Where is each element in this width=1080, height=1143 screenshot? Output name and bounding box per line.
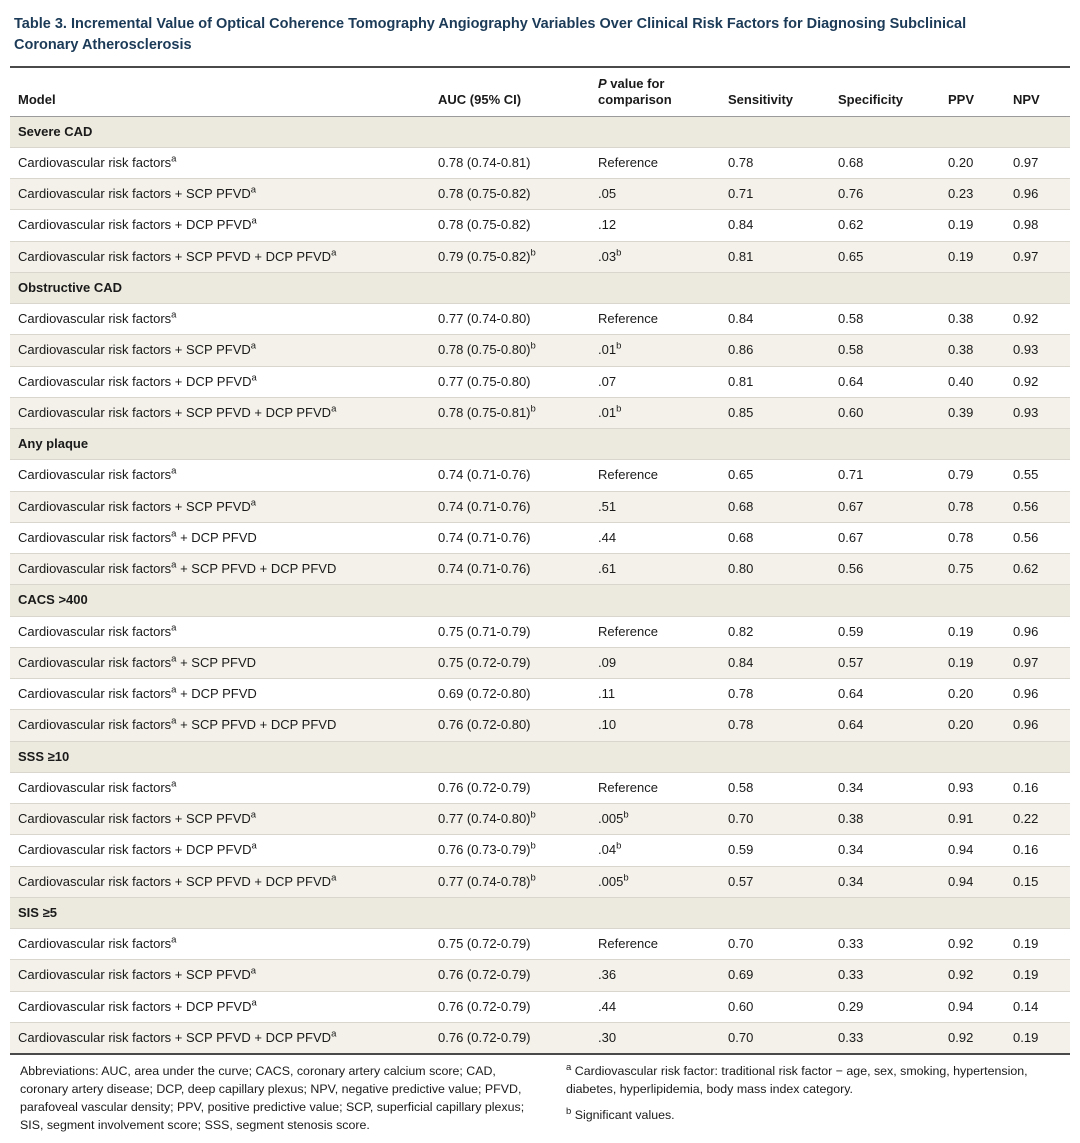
cell-ppv: 0.94	[940, 991, 1005, 1022]
cell-model: Cardiovascular risk factors + DCP PFVD$^a$	[10, 366, 430, 397]
cell-specificity: 0.29	[830, 991, 940, 1022]
cell-auc: 0.69 (0.72-0.80)	[430, 679, 590, 710]
cell-ppv: 0.40	[940, 366, 1005, 397]
cell-ppv: 0.38	[940, 304, 1005, 335]
cell-npv: 0.98	[1005, 210, 1070, 241]
cell-auc: 0.77 (0.75-0.80)	[430, 366, 590, 397]
cell-ppv: 0.75	[940, 554, 1005, 585]
cell-auc: 0.79 $(0.75-0.82)^b$	[430, 241, 590, 272]
cell-auc: 0.77 $(0.74-0.80)^b$	[430, 804, 590, 835]
table-row	[10, 210, 1070, 241]
cell-sensitivity: 0.70	[720, 929, 830, 960]
cell-specificity: 0.33	[830, 929, 940, 960]
footnotes	[20, 1055, 1080, 1143]
cell-sensitivity: 0.78	[720, 679, 830, 710]
cell-model: Cardiovascular risk factors + DCP PFVD$^a$	[10, 991, 430, 1022]
table-row	[10, 804, 1070, 835]
table-title: Table 3. Incremental Value of Optical Coherence Tomography Angiography Variables Over Clinical Risk Factors for Diagnosing Subclinical Coronary Atherosclerosis	[14, 16, 967, 54]
column-header-specificity: Specificity	[830, 67, 940, 116]
cell-npv: 0.19	[1005, 1022, 1070, 1054]
cell-ppv: 0.19	[940, 647, 1005, 678]
header-row	[10, 67, 1070, 116]
cell-ppv: 0.19	[940, 210, 1005, 241]
cell-model: Cardiovascular risk factors$^a$ + DCP PFVD	[10, 522, 430, 553]
cell-ppv: 0.23	[940, 179, 1005, 210]
group-row	[10, 272, 1070, 303]
cell-model: Cardiovascular risk factors + SCP PFVD + DCP PFVD$^a$	[10, 397, 430, 428]
cell-specificity: 0.67	[830, 491, 940, 522]
cell-auc: 0.74 (0.71-0.76)	[430, 460, 590, 491]
footnote-b-mark: b	[566, 1105, 572, 1117]
table-row	[10, 304, 1070, 335]
cell-pvalue: Reference	[590, 772, 720, 803]
cell-specificity: 0.34	[830, 835, 940, 866]
cell-specificity: 0.62	[830, 210, 940, 241]
cell-model: Cardiovascular risk factors + SCP PFVD$^a$	[10, 960, 430, 991]
cell-model: Cardiovascular risk factors$^a$	[10, 929, 430, 960]
cell-sensitivity: 0.59	[720, 835, 830, 866]
cell-auc: 0.76 $(0.73-0.79)^b$	[430, 835, 590, 866]
cell-specificity: 0.65	[830, 241, 940, 272]
cell-npv: 0.97	[1005, 647, 1070, 678]
cell-ppv: 0.78	[940, 491, 1005, 522]
cell-npv: 0.96	[1005, 679, 1070, 710]
cell-specificity: 0.58	[830, 304, 940, 335]
column-header-pvalue: P value for comparison	[590, 67, 720, 116]
cell-sensitivity: 0.58	[720, 772, 830, 803]
cell-pvalue: .61	[590, 554, 720, 585]
cell-pvalue: .07	[590, 366, 720, 397]
cell-npv: 0.96	[1005, 710, 1070, 741]
cell-model: Cardiovascular risk factors + SCP PFVD$^a$	[10, 804, 430, 835]
cell-pvalue: .05	[590, 179, 720, 210]
column-header-sensitivity: Sensitivity	[720, 67, 830, 116]
cell-npv: 0.97	[1005, 147, 1070, 178]
cell-npv: 0.22	[1005, 804, 1070, 835]
cell-ppv: 0.92	[940, 1022, 1005, 1054]
cell-pvalue: .01$^b$	[590, 335, 720, 366]
cell-model: Cardiovascular risk factors$^a$ + DCP PFVD	[10, 679, 430, 710]
table-row	[10, 835, 1070, 866]
cell-specificity: 0.34	[830, 772, 940, 803]
table-header	[10, 67, 1070, 116]
cell-model: Cardiovascular risk factors$^a$	[10, 460, 430, 491]
cell-sensitivity: 0.70	[720, 1022, 830, 1054]
cell-auc: 0.76 (0.72-0.80)	[430, 710, 590, 741]
cell-auc: 0.74 (0.71-0.76)	[430, 554, 590, 585]
cell-specificity: 0.34	[830, 866, 940, 897]
cell-pvalue: Reference	[590, 929, 720, 960]
cell-specificity: 0.33	[830, 960, 940, 991]
column-header-model: Model	[10, 67, 430, 116]
table-row	[10, 960, 1070, 991]
cell-pvalue: Reference	[590, 147, 720, 178]
cell-auc: 0.76 (0.72-0.79)	[430, 772, 590, 803]
table-row	[10, 522, 1070, 553]
cell-pvalue: .01$^b$	[590, 397, 720, 428]
cell-npv: 0.93	[1005, 335, 1070, 366]
cell-ppv: 0.94	[940, 866, 1005, 897]
cell-model: Cardiovascular risk factors + SCP PFVD$^a$	[10, 179, 430, 210]
footnote-notes-column	[566, 1063, 1066, 1143]
cell-npv: 0.93	[1005, 397, 1070, 428]
cell-specificity: 0.56	[830, 554, 940, 585]
column-header-ppv: PPV	[940, 67, 1005, 116]
cell-sensitivity: 0.71	[720, 179, 830, 210]
cell-auc: 0.78 (0.74-0.81)	[430, 147, 590, 178]
cell-ppv: 0.92	[940, 960, 1005, 991]
cell-pvalue: .04$^b$	[590, 835, 720, 866]
cell-specificity: 0.33	[830, 1022, 940, 1054]
group-row	[10, 741, 1070, 772]
cell-sensitivity: 0.65	[720, 460, 830, 491]
table-row	[10, 679, 1070, 710]
cell-ppv: 0.93	[940, 772, 1005, 803]
cell-pvalue: .005$^b$	[590, 866, 720, 897]
table-row	[10, 1022, 1070, 1054]
cell-sensitivity: 0.84	[720, 210, 830, 241]
cell-pvalue: .44	[590, 991, 720, 1022]
cell-auc: 0.78 (0.75-0.82)	[430, 179, 590, 210]
table-row	[10, 147, 1070, 178]
cell-model: Cardiovascular risk factors$^a$	[10, 772, 430, 803]
cell-sensitivity: 0.68	[720, 491, 830, 522]
table-row	[10, 710, 1070, 741]
cell-pvalue: .10	[590, 710, 720, 741]
group-label: Obstructive CAD	[10, 272, 1070, 303]
cell-auc: 0.77 $(0.74-0.78)^b$	[430, 866, 590, 897]
table-row	[10, 460, 1070, 491]
column-header-auc: AUC (95% CI)	[430, 67, 590, 116]
table-row	[10, 179, 1070, 210]
cell-sensitivity: 0.81	[720, 241, 830, 272]
cell-auc: 0.75 (0.72-0.79)	[430, 929, 590, 960]
cell-specificity: 0.64	[830, 679, 940, 710]
cell-auc: 0.76 (0.72-0.79)	[430, 991, 590, 1022]
cell-model: Cardiovascular risk factors$^a$ + SCP PFVD + DCP PFVD	[10, 710, 430, 741]
footnote-a-mark: a	[566, 1061, 572, 1073]
footnote-abbreviations: Abbreviations: AUC, area under the curve; CACS, coronary artery calcium score; CAD, coronary artery disease; DCP, deep capillary plexus; NPV, negative predictive value; PFVD, parafoveal vascular density; PPV, positive predictive value; SCP, superficial capillary plexus; SIS, segment involvement score; SSS, segment stenosis score.	[20, 1064, 525, 1132]
cell-sensitivity: 0.69	[720, 960, 830, 991]
cell-pvalue: Reference	[590, 616, 720, 647]
cell-pvalue: .03$^b$	[590, 241, 720, 272]
cell-sensitivity: 0.78	[720, 147, 830, 178]
cell-model: Cardiovascular risk factors$^a$ + SCP PFVD	[10, 647, 430, 678]
cell-specificity: 0.57	[830, 647, 940, 678]
cell-npv: 0.96	[1005, 616, 1070, 647]
cell-specificity: 0.71	[830, 460, 940, 491]
cell-ppv: 0.20	[940, 710, 1005, 741]
cell-npv: 0.15	[1005, 866, 1070, 897]
group-label: CACS >400	[10, 585, 1070, 616]
table-row	[10, 335, 1070, 366]
table-row	[10, 772, 1070, 803]
table-row	[10, 491, 1070, 522]
cell-sensitivity: 0.82	[720, 616, 830, 647]
cell-model: Cardiovascular risk factors + DCP PFVD$^a$	[10, 210, 430, 241]
cell-pvalue: Reference	[590, 304, 720, 335]
cell-ppv: 0.19	[940, 616, 1005, 647]
cell-ppv: 0.94	[940, 835, 1005, 866]
cell-npv: 0.56	[1005, 491, 1070, 522]
cell-specificity: 0.59	[830, 616, 940, 647]
cell-pvalue: Reference	[590, 460, 720, 491]
table-row	[10, 866, 1070, 897]
group-row	[10, 429, 1070, 460]
cell-auc: 0.77 (0.74-0.80)	[430, 304, 590, 335]
cell-ppv: 0.79	[940, 460, 1005, 491]
cell-specificity: 0.64	[830, 710, 940, 741]
cell-npv: 0.19	[1005, 929, 1070, 960]
cell-sensitivity: 0.70	[720, 804, 830, 835]
group-label: Severe CAD	[10, 116, 1070, 147]
cell-specificity: 0.38	[830, 804, 940, 835]
cell-model: Cardiovascular risk factors + DCP PFVD$^a$	[10, 835, 430, 866]
cell-specificity: 0.64	[830, 366, 940, 397]
cell-auc: 0.74 (0.71-0.76)	[430, 491, 590, 522]
cell-ppv: 0.39	[940, 397, 1005, 428]
cell-npv: 0.92	[1005, 304, 1070, 335]
cell-ppv: 0.19	[940, 241, 1005, 272]
cell-model: Cardiovascular risk factors + SCP PFVD$^a$	[10, 335, 430, 366]
cell-npv: 0.96	[1005, 179, 1070, 210]
cell-model: Cardiovascular risk factors + SCP PFVD + DCP PFVD$^a$	[10, 1022, 430, 1054]
cell-ppv: 0.92	[940, 929, 1005, 960]
cell-model: Cardiovascular risk factors$^a$ + SCP PFVD + DCP PFVD	[10, 554, 430, 585]
cell-model: Cardiovascular risk factors + SCP PFVD + DCP PFVD$^a$	[10, 241, 430, 272]
footnote-a	[566, 1063, 1066, 1099]
cell-npv: 0.56	[1005, 522, 1070, 553]
cell-sensitivity: 0.86	[720, 335, 830, 366]
cell-sensitivity: 0.78	[720, 710, 830, 741]
cell-specificity: 0.60	[830, 397, 940, 428]
group-row	[10, 897, 1070, 928]
cell-auc: 0.76 (0.72-0.79)	[430, 1022, 590, 1054]
group-label: SSS ≥10	[10, 741, 1070, 772]
cell-model: Cardiovascular risk factors$^a$	[10, 616, 430, 647]
cell-specificity: 0.67	[830, 522, 940, 553]
cell-sensitivity: 0.68	[720, 522, 830, 553]
cell-specificity: 0.58	[830, 335, 940, 366]
cell-sensitivity: 0.84	[720, 647, 830, 678]
table-row	[10, 366, 1070, 397]
cell-ppv: 0.78	[940, 522, 1005, 553]
cell-pvalue: .09	[590, 647, 720, 678]
cell-model: Cardiovascular risk factors$^a$	[10, 304, 430, 335]
footnote-abbreviations-column	[20, 1063, 540, 1143]
cell-auc: 0.74 (0.71-0.76)	[430, 522, 590, 553]
cell-npv: 0.16	[1005, 835, 1070, 866]
cell-model: Cardiovascular risk factors + SCP PFVD$^a$	[10, 491, 430, 522]
cell-auc: 0.76 (0.72-0.79)	[430, 960, 590, 991]
cell-pvalue: .36	[590, 960, 720, 991]
footnote-b-text: Significant values.	[574, 1108, 675, 1122]
group-label: SIS ≥5	[10, 897, 1070, 928]
cell-pvalue: .11	[590, 679, 720, 710]
table-row	[10, 616, 1070, 647]
column-header-npv: NPV	[1005, 67, 1070, 116]
cell-ppv: 0.20	[940, 679, 1005, 710]
cell-sensitivity: 0.60	[720, 991, 830, 1022]
cell-npv: 0.62	[1005, 554, 1070, 585]
results-table	[10, 66, 1070, 1055]
table-row	[10, 241, 1070, 272]
table-row	[10, 554, 1070, 585]
cell-sensitivity: 0.81	[720, 366, 830, 397]
cell-npv: 0.19	[1005, 960, 1070, 991]
cell-auc: 0.78 $(0.75-0.80)^b$	[430, 335, 590, 366]
cell-sensitivity: 0.84	[720, 304, 830, 335]
cell-npv: 0.14	[1005, 991, 1070, 1022]
cell-npv: 0.97	[1005, 241, 1070, 272]
cell-model: Cardiovascular risk factors + SCP PFVD + DCP PFVD$^a$	[10, 866, 430, 897]
cell-ppv: 0.38	[940, 335, 1005, 366]
cell-auc: 0.75 (0.72-0.79)	[430, 647, 590, 678]
cell-auc: 0.75 (0.71-0.79)	[430, 616, 590, 647]
cell-pvalue: .30	[590, 1022, 720, 1054]
cell-sensitivity: 0.85	[720, 397, 830, 428]
table-row	[10, 929, 1070, 960]
cell-pvalue: .12	[590, 210, 720, 241]
cell-sensitivity: 0.57	[720, 866, 830, 897]
cell-ppv: 0.91	[940, 804, 1005, 835]
cell-model: Cardiovascular risk factors$^a$	[10, 147, 430, 178]
cell-pvalue: .51	[590, 491, 720, 522]
table-row	[10, 397, 1070, 428]
group-label: Any plaque	[10, 429, 1070, 460]
cell-npv: 0.55	[1005, 460, 1070, 491]
group-row	[10, 116, 1070, 147]
cell-npv: 0.92	[1005, 366, 1070, 397]
cell-sensitivity: 0.80	[720, 554, 830, 585]
table-row	[10, 991, 1070, 1022]
footnote-a-text: Cardiovascular risk factor: traditional risk factor − age, sex, smoking, hypertension, diabetes, hyperlipidemia, body mass index category.	[566, 1064, 1028, 1097]
cell-specificity: 0.76	[830, 179, 940, 210]
cell-auc: 0.78 $(0.75-0.81)^b$	[430, 397, 590, 428]
group-row	[10, 585, 1070, 616]
table-body	[10, 116, 1070, 1054]
cell-pvalue: .44	[590, 522, 720, 553]
table-row	[10, 647, 1070, 678]
cell-pvalue: .005$^b$	[590, 804, 720, 835]
cell-npv: 0.16	[1005, 772, 1070, 803]
cell-ppv: 0.20	[940, 147, 1005, 178]
cell-auc: 0.78 (0.75-0.82)	[430, 210, 590, 241]
cell-specificity: 0.68	[830, 147, 940, 178]
